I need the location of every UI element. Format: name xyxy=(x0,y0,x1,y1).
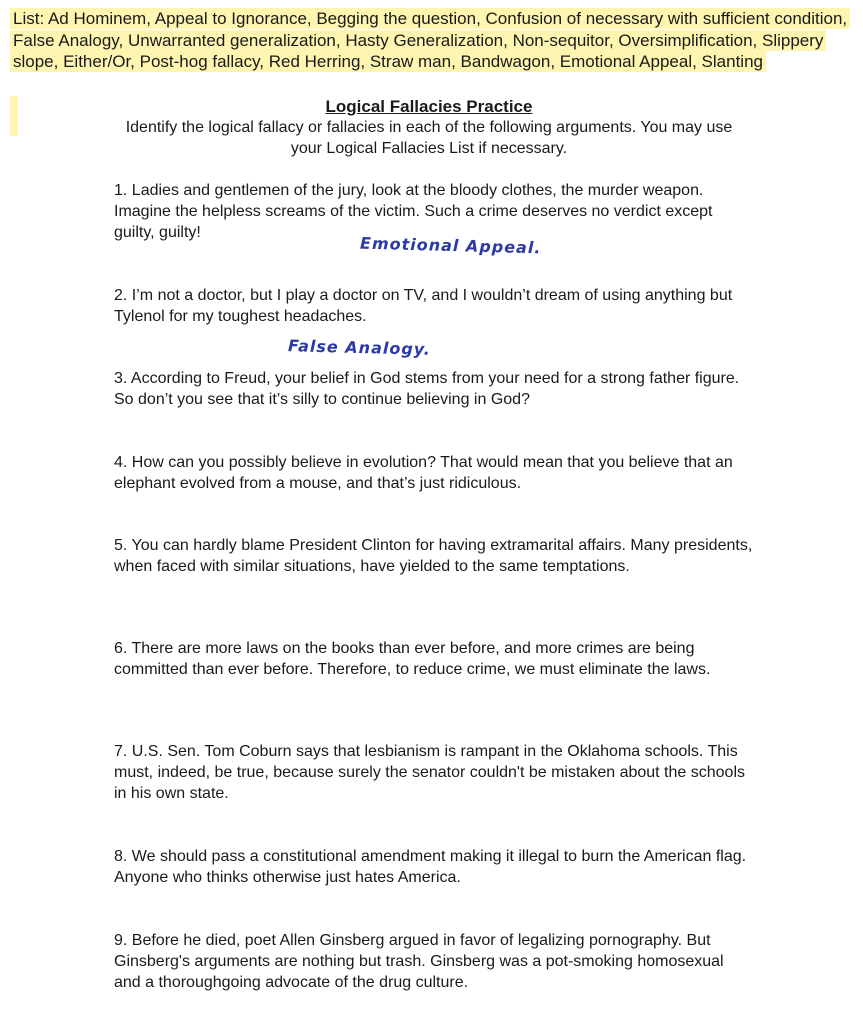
question-7: 7. U.S. Sen. Tom Coburn says that lesbianism is rampant in the Oklahoma schools. This must, indeed, be true, because surely the senator couldn't be mistaken about the schools in his own state. xyxy=(114,743,745,802)
question-1: 1. Ladies and gentlemen of the jury, look at the bloody clothes, the murder weapon. Imagine the helpless screams of the victim. Such a crime deserves no verdict except guilty, guilty! xyxy=(114,182,713,241)
handwritten-answer-1: Emotional Appeal. xyxy=(359,233,542,258)
question-2: 2. I’m not a doctor, but I play a doctor on TV, and I wouldn’t dream of using anything but Tylenol for my toughest headaches. xyxy=(114,287,733,325)
fallacy-list-text: List: Ad Hominem, Appeal to Ignorance, Begging the question, Confusion of necessary with sufficient condition, False Analogy, Unwarranted generalization, Hasty Generalization, Non-sequitor, Oversimplification, Slippery slope, Either/Or, Post-hog fallacy, Red Herring, Straw man, Bandwagon, Emotional Appeal, Slanting xyxy=(10,8,850,72)
question-8: 8. We should pass a constitutional amendment making it illegal to burn the American flag. Anyone who thinks otherwise just hates America. xyxy=(114,848,747,886)
instructions: Identify the logical fallacy or fallacies in each of the following arguments. You may use your Logical Fallacies List if necessary. xyxy=(125,119,733,157)
fallacy-list xyxy=(10,8,850,73)
question-9: 9. Before he died, poet Allen Ginsberg argued in favor of legalizing pornography. But Ginsberg's arguments are nothing but trash. Ginsberg was a pot-smoking homosexual and a thoroughgoing advocate of the drug culture. xyxy=(114,932,724,991)
question-6: 6. There are more laws on the books than ever before, and more crimes are being committed than ever before. Therefore, to reduce crime, we must eliminate the laws. xyxy=(114,640,711,678)
handwritten-answer-2: False Analogy. xyxy=(287,336,432,359)
question-4: 4. How can you possibly believe in evolution? That would mean that you believe that an elephant evolved from a mouse, and that’s just ridiculous. xyxy=(114,454,733,492)
question-3: 3. According to Freud, your belief in God stems from your need for a strong father figure. So don’t you see that it’s silly to continue believing in God? xyxy=(114,370,740,408)
page-title: Logical Fallacies Practice xyxy=(325,97,533,116)
question-5: 5. You can hardly blame President Clinton for having extramarital affairs. Many presidents, when faced with similar situations, have yielded to the same temptations. xyxy=(114,537,753,575)
